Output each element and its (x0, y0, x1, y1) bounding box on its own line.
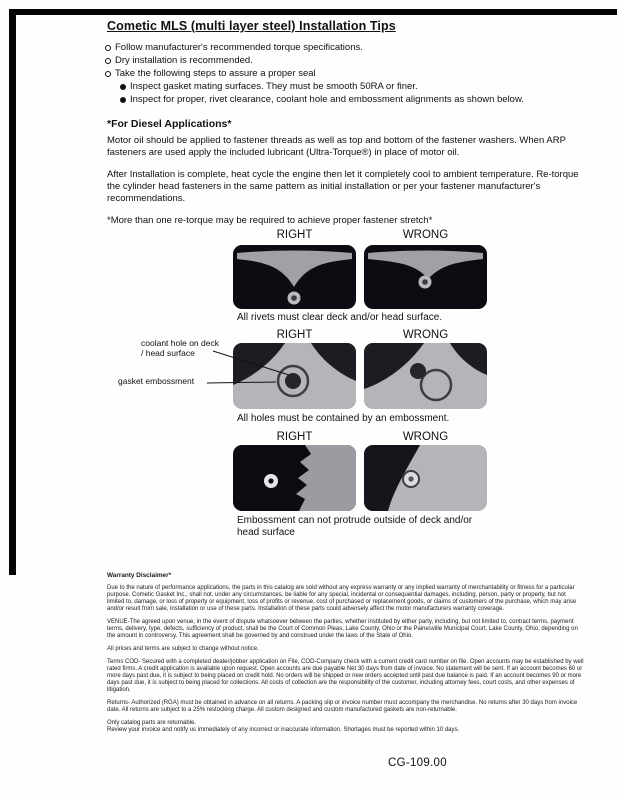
tip-item: Dry installation is recommended. (105, 54, 587, 67)
diesel-heading: *For Diesel Applications* (107, 118, 232, 130)
figure-wrong-label: WRONG (402, 329, 449, 341)
diesel-applications-section (107, 118, 579, 227)
figures-section (0, 228, 618, 540)
warranty-paragraph: Only catalog parts are returnable. (107, 720, 197, 726)
installation-tips-list (105, 41, 587, 106)
figure-caption-rivets: All rivets must clear deck and/or head surface. (237, 312, 443, 323)
tip-item: Follow manufacturer's recommended torque specifications. (105, 41, 587, 54)
rivet-right-illustration (233, 245, 356, 309)
warranty-paragraph: Due to the nature of performance applications, the parts in this catalog are sold without any express warranty or any implied warranty of merchantability or fitness for a particular purpose. Cometic Gasket Inc., shall not, under any circumstances, be liable for any special, incidental or consequential damages, including, person, party or property, but not limited to, damage, or loss of property or equipment, loss of profits or revenue, cost of purchased or replacement goods, or claims of customers of the purchase, which may arise and/or result from sale, installation or use of these parts. Installation of these parts could adversely affect the motor manufacturers warranty coverage. (107, 585, 577, 612)
gasket-embossment-callout: gasket embossment (118, 376, 195, 386)
embossment-right-figure (233, 343, 356, 409)
protrusion-wrong-illustration (364, 445, 487, 511)
embossment-wrong-illustration (364, 343, 487, 409)
page-title: Cometic MLS (multi layer steel) Installation Tips (107, 19, 396, 33)
figure-caption-holes: All holes must be contained by an embossment. (237, 413, 450, 424)
tip-sub-item: Inspect gasket mating surfaces. They must be smooth 50RA or finer. (120, 80, 587, 93)
warranty-heading: Warranty Disclaimer* (107, 572, 172, 579)
protrusion-right-illustration (233, 445, 356, 511)
tip-item: Take the following steps to assure a proper seal (105, 67, 587, 80)
figure-wrong-label: WRONG (402, 229, 449, 241)
warranty-paragraph: All prices and terms are subject to change without notice. (107, 646, 259, 652)
figure-caption-protrusion: Embossment can not protrude outside of deck and/or head surface (237, 515, 473, 538)
figure-right-label: RIGHT (276, 229, 313, 241)
coolant-hole-callout: coolant hole on deck / head surface (141, 338, 219, 358)
rivet-wrong-illustration (364, 245, 487, 309)
warranty-paragraph: VENUE-The agreed upon venue, in the event of dispute whatsoever between the parties, whether instituted by either party, including, but not limited to, contract terms, payment terms, delivery, type, defects, sufficiency of product, shall be the Court of Common Pleas, Lake County, Ohio or the Painesville Municipal Court, Lake County, Ohio, depending on the amount in controversy. This agreement shall be governed by and construed under the laws of the State of Ohio. (107, 619, 578, 639)
warranty-paragraph: Review your invoice and notify us immediately of any incorrect or inaccurate information. Shortages must be reported within 10 days. (107, 727, 460, 733)
diesel-paragraph: After Installation is complete, heat cycle the engine then let it completely cool to ambient temperature. Re-torque the cylinder head fasteners in the same pattern as initial installation or per your fastener manufacturer's recommendations. (107, 169, 579, 204)
embossment-wrong-figure (364, 343, 487, 409)
protrusion-right-figure (233, 445, 356, 511)
figure-right-label: RIGHT (276, 431, 313, 443)
protrusion-wrong-figure (364, 445, 487, 511)
figure-right-label: RIGHT (276, 329, 313, 341)
retorque-note: *More than one re-torque may be required to achieve proper fastener stretch* (107, 215, 433, 226)
rivet-clearance-wrong-figure (364, 245, 487, 309)
warranty-paragraph: Terms COD- Secured with a completed dealer/jobber application on File, COD-Company check with a current credit card number on file. Open accounts may be established by well rated firms. A credit application is available upon request. Open accounts are due payable Net 30 days from date of invoice. No statement will be sent. If an account becomes 60 or more days past due, it is subject to being placed on credit hold. No orders will be shipped or new orders accepted until past due balance is paid. If an account becomes 90 or more days past due, it is subject to being placed for collections. All costs of collection are the responsibility of the customer, including attorney fees, court costs, and other expenses of litigation. (107, 659, 584, 693)
warranty-disclaimer-section (107, 572, 584, 734)
catalog-page-number: CG-109.00 (388, 757, 447, 769)
warranty-paragraph: Returns- Authorized (RGA) must be obtained in advance on all returns. A packing slip or invoice number must accompany the merchandise. No returns after 30 days from invoice date. All returns are subject to a 25% restocking charge. All custom designed and custom manufactured gaskets are non-returnable. (107, 700, 578, 713)
diesel-paragraph: Motor oil should be applied to fastener threads as well as top and bottom of the fastener washers. When ARP fasteners are used apply the included lubricant (Ultra-Torque®) in place of motor oil. (107, 135, 566, 158)
rivet-clearance-right-figure (233, 245, 356, 309)
scan-edge-top (10, 9, 617, 15)
embossment-right-illustration (233, 343, 356, 409)
tip-sub-item: Inspect for proper, rivet clearance, coolant hole and embossment alignments as shown below. (120, 93, 587, 106)
figure-wrong-label: WRONG (402, 431, 449, 443)
